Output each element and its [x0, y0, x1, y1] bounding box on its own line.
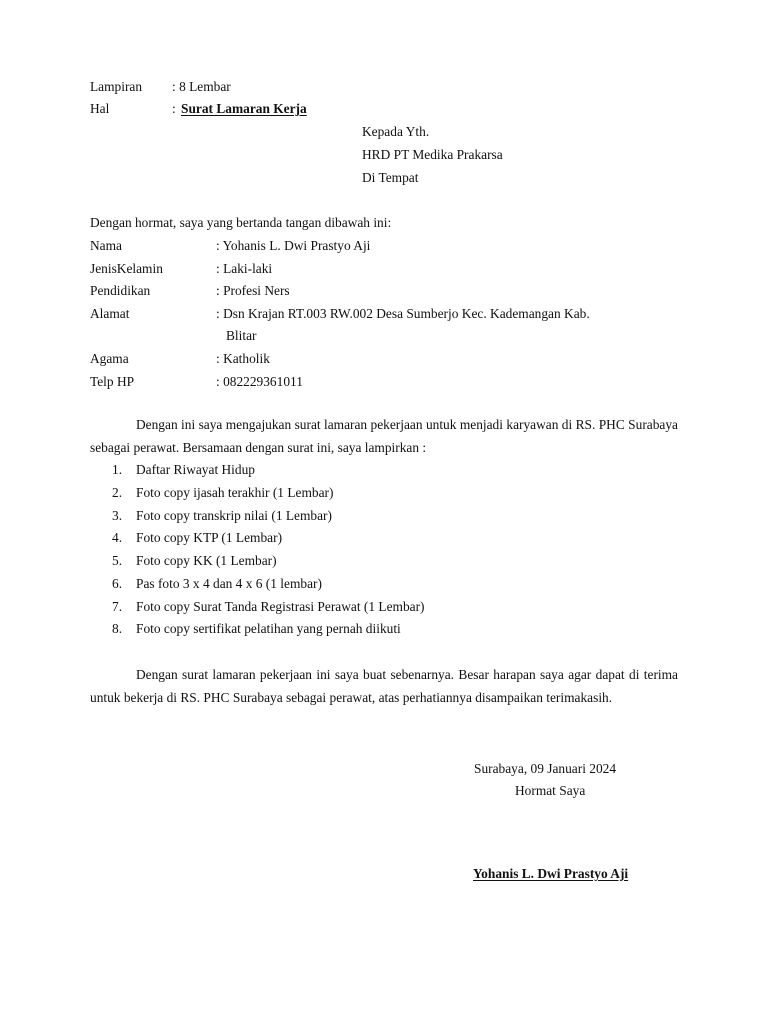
identity-label-jenis-kelamin: JenisKelamin [90, 261, 163, 276]
intro-paragraph-block [90, 414, 678, 459]
identity-value-agama: : Katholik [216, 351, 270, 366]
list-text: Pas foto 3 x 4 dan 4 x 6 (1 lembar) [136, 575, 322, 591]
list-number: 6. [112, 575, 123, 591]
identity-value-alamat: : Dsn Krajan RT.003 RW.002 Desa Sumberjo Kec. Kademangan Kab. [216, 306, 590, 321]
list-number: 4. [112, 530, 123, 546]
list-text: Foto copy KK (1 Lembar) [136, 553, 277, 568]
signatory-name: Yohanis L. Dwi Prastyo Aji [473, 866, 629, 881]
closing-paragraph-block [90, 664, 678, 709]
hal-colon: : [172, 101, 176, 116]
identity-value-nama: : Yohanis L. Dwi Prastyo Aji [216, 238, 371, 253]
identity-value-alamat-cont: Blitar [226, 328, 257, 343]
hal-label: Hal [90, 101, 110, 116]
identity-label-pendidikan: Pendidikan [90, 283, 151, 298]
list-text: Foto copy KTP (1 Lembar) [136, 530, 283, 546]
hal-value: Surat Lamaran Kerja [181, 101, 307, 116]
place-date: Surabaya, 09 Januari 2024 [474, 761, 617, 776]
lampiran-label: Lampiran [90, 79, 143, 94]
list-number: 8. [112, 621, 123, 637]
salutation: Hormat Saya [515, 783, 586, 798]
list-text: Foto copy ijasah terakhir (1 Lembar) [136, 484, 334, 500]
list-text: Foto copy Surat Tanda Registrasi Perawat (1 Lembar) [136, 598, 425, 614]
greeting: Dengan hormat, saya yang bertanda tangan dibawah ini: [90, 215, 392, 230]
identity-label-nama: Nama [90, 238, 122, 253]
identity-value-pendidikan: : Profesi Ners [216, 283, 290, 298]
identity-label-alamat: Alamat [90, 306, 130, 321]
recipient-line-1: Kepada Yth. [362, 124, 430, 139]
identity-label-telp: Telp HP [90, 374, 135, 389]
lampiran-value: : 8 Lembar [172, 79, 231, 94]
list-number: 7. [112, 598, 123, 614]
recipient-line-3: Di Tempat [362, 170, 419, 185]
list-text: Foto copy sertifikat pelatihan yang pernah diikuti [136, 621, 401, 637]
closing-paragraph: Dengan surat lamaran pekerjaan ini saya buat sebenarnya. Besar harapan saya agar dapat di terima untuk bekerja di RS. PHC Surabaya sebagai perawat, atas perhatiannya disampaikan terimakasih. [90, 667, 678, 705]
list-number: 1. [112, 462, 123, 477]
list-text: Foto copy transkrip nilai (1 Lembar) [136, 507, 332, 523]
list-text: Daftar Riwayat Hidup [136, 462, 255, 477]
list-number: 3. [112, 507, 123, 523]
identity-value-telp: : 082229361011 [216, 374, 303, 389]
intro-paragraph: Dengan ini saya mengajukan surat lamaran pekerjaan untuk menjadi karyawan di RS. PHC Surabaya sebagai perawat. Bersamaan dengan surat ini, saya lampirkan : [90, 417, 678, 455]
list-number: 2. [112, 484, 123, 500]
identity-label-agama: Agama [90, 351, 129, 366]
list-number: 5. [112, 553, 123, 568]
recipient-line-2: HRD PT Medika Prakarsa [362, 147, 503, 162]
identity-value-jenis-kelamin: : Laki-laki [216, 261, 273, 276]
